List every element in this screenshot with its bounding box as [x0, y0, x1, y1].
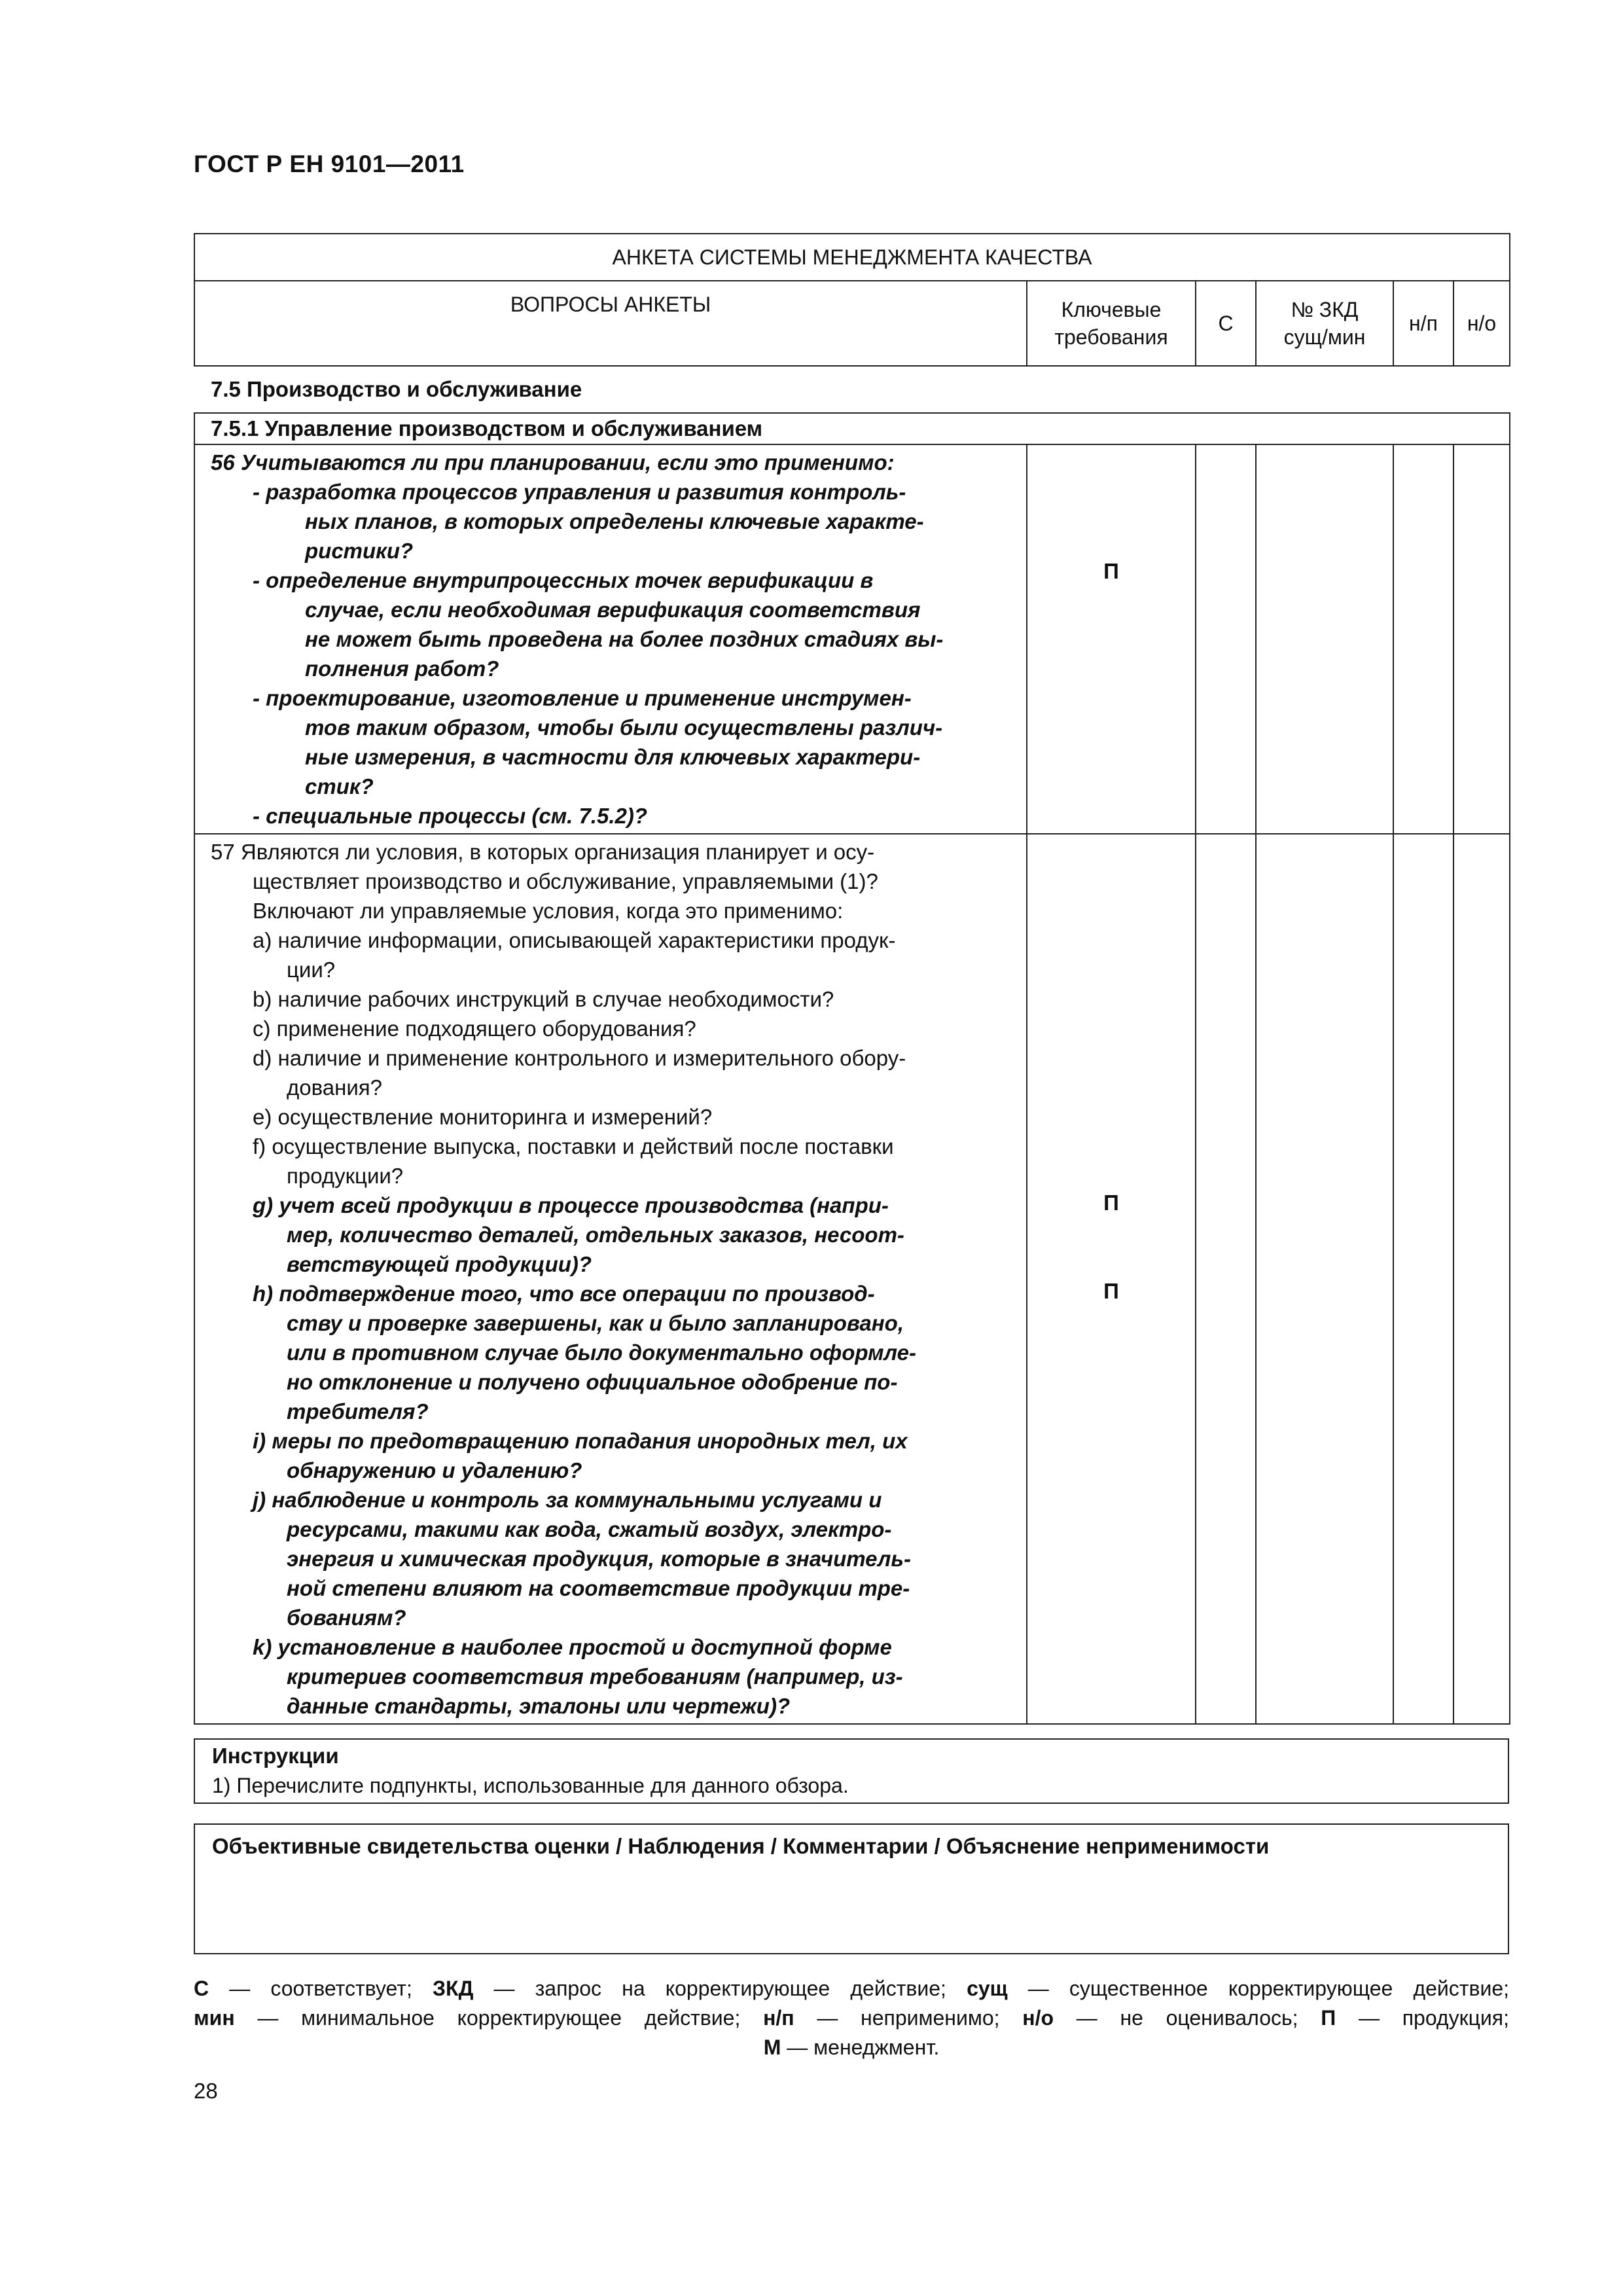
section-heading-7-5: 7.5 Производство и обслуживание [211, 377, 582, 401]
q57-intro-line: Включают ли управляемые условия, когда это применимо: [253, 899, 844, 923]
document-code: ГОСТ Р ЕН 9101—2011 [194, 151, 465, 177]
q57-item-line: данные стандарты, эталоны или чертежи)? [287, 1694, 791, 1718]
q57-item-line: k) установление в наиболее простой и доступной форме [253, 1635, 892, 1659]
q56-item-line: полнения работ? [305, 656, 499, 681]
legend-line-2 [194, 2003, 1509, 2033]
q57-item-line: продукции? [287, 1164, 404, 1188]
q57-item-line: ству и проверке завершены, как и было запланировано, [287, 1311, 904, 1335]
q57-no-cell [1454, 834, 1510, 1724]
q57-item-line: дования? [287, 1075, 383, 1100]
q56-item-line: тов таким образом, чтобы были осуществлены различ- [305, 715, 943, 740]
instructions-text: 1) Перечислите подпункты, использованные для данного обзора. [212, 1774, 849, 1797]
column-c: С [1196, 281, 1256, 366]
q56-item-line: - проектирование, изготовление и применение инструмен- [253, 686, 912, 710]
legend-abbr: н/п [763, 2006, 794, 2030]
q56-item-line: ные измерения, в частности для ключевых характери- [305, 745, 921, 769]
q56-no-cell [1454, 444, 1510, 834]
column-key-requirements-line1: Ключевые [1061, 298, 1162, 321]
q57-item-line: h) подтверждение того, что все операции по производ- [253, 1282, 875, 1306]
table-row-q57 [194, 834, 1510, 1724]
evidence-heading: Объективные свидетельства оценки / Наблюдения / Комментарии / Объяснение неприменимости [212, 1834, 1270, 1858]
q57-h-key-mark: П [1103, 1279, 1119, 1303]
q56-item-line: случае, если необходимая верификация соответствия [305, 598, 921, 622]
q56-item-line: не может быть проведена на более поздних стадиях вы- [305, 627, 944, 651]
q57-item-line: g) учет всей продукции в процессе производства (напри- [253, 1193, 889, 1217]
questionnaire-header-table [194, 233, 1510, 367]
q57-item-line: i) меры по предотвращению попадания инородных тел, их [253, 1429, 908, 1453]
q57-item-line: обнаружению и удалению? [287, 1458, 582, 1482]
q57-item-line: требителя? [287, 1399, 429, 1424]
q56-key-requirement-cell [1027, 444, 1196, 834]
q57-intro-line: ществляет производство и обслуживание, управляемыми (1)? [253, 869, 878, 893]
legend-abbr: сущ [967, 1977, 1008, 2000]
column-np: н/п [1393, 281, 1454, 366]
q56-item-line: ных планов, в которых определены ключевые характе- [305, 509, 924, 533]
q57-item-line: е) осуществление мониторинга и измерений? [253, 1105, 713, 1129]
q57-zkd-cell [1256, 834, 1393, 1724]
legend-text: — минимальное корректирующее действие; [234, 2006, 764, 2030]
q56-item-line: ристики? [305, 539, 414, 563]
legend-text: — менеджмент. [781, 2036, 940, 2059]
q56-c-cell [1196, 444, 1256, 834]
legend-abbr: П [1321, 2006, 1336, 2030]
q57-key-requirement-cell [1027, 834, 1196, 1724]
q56-item-line: - определение внутрипроцессных точек верификации в [253, 568, 874, 592]
q57-item-line: энергия и химическая продукция, которые в значитель- [287, 1547, 912, 1571]
q57-item-line: ной степени влияют на соответствие продукции тре- [287, 1576, 910, 1600]
question-57-text [194, 834, 1027, 1724]
column-zkd [1256, 281, 1393, 366]
column-zkd-line2: сущ/мин [1283, 325, 1366, 349]
column-questions: ВОПРОСЫ АНКЕТЫ [194, 281, 1027, 366]
legend-text: — неприменимо; [794, 2006, 1023, 2030]
instructions-box [194, 1738, 1509, 1804]
q57-item-line: или в противном случае было документально оформле- [287, 1340, 916, 1365]
q57-item-line: j) наблюдение и контроль за коммунальными услугами и [253, 1488, 882, 1512]
section-heading-7-5-1: 7.5.1 Управление производством и обслуживанием [194, 413, 1510, 444]
table-row-q56 [194, 444, 1510, 834]
q57-item-line: бованиям? [287, 1605, 406, 1630]
instructions-heading: Инструкции [212, 1744, 339, 1768]
legend-abbr: н/о [1022, 2006, 1054, 2030]
legend-abbr: С [194, 1977, 209, 2000]
q56-key-mark: П [1103, 559, 1119, 583]
q56-intro: 56 Учитываются ли при планировании, если это применимо: [211, 450, 895, 475]
q57-item-line: ции? [287, 958, 336, 982]
column-zkd-line1: № ЗКД [1291, 298, 1359, 321]
q57-item-line: но отклонение и получено официальное одобрение по- [287, 1370, 898, 1394]
legend-text: — существенное корректирующее действие; [1007, 1977, 1510, 2000]
legend-abbr: ЗКД [432, 1977, 474, 2000]
legend-abbr: мин [194, 2006, 235, 2030]
legend-text: — продукция; [1336, 2006, 1510, 2030]
legend-abbr: М [763, 2036, 781, 2059]
q57-item-line: b) наличие рабочих инструкций в случае необходимости? [253, 987, 834, 1011]
column-key-requirements [1027, 281, 1196, 366]
q56-item-line: - специальные процессы (см. 7.5.2)? [253, 804, 647, 828]
q57-item-line: ресурсами, такими как вода, сжатый воздух, электро- [287, 1517, 892, 1541]
legend-text: — соответствует; [209, 1977, 433, 2000]
q57-item-line: d) наличие и применение контрольного и измерительного обору- [253, 1046, 906, 1070]
column-key-requirements-line2: требования [1054, 325, 1168, 349]
q56-item-line: стик? [305, 774, 374, 798]
q56-np-cell [1393, 444, 1454, 834]
q56-item-line: - разработка процессов управления и развития контроль- [253, 480, 906, 504]
legend-text: — не оценивалось; [1054, 2006, 1321, 2030]
q57-item-line: с) применение подходящего оборудования? [253, 1016, 696, 1041]
evidence-box [194, 1823, 1509, 1954]
q57-item-line: критериев соответствия требованиям (например, из- [287, 1664, 903, 1689]
q57-item-line: а) наличие информации, описывающей характеристики продук- [253, 928, 896, 952]
q57-item-line: ветствующей продукции)? [287, 1252, 592, 1276]
q57-np-cell [1393, 834, 1454, 1724]
legend [194, 1974, 1509, 2062]
q57-c-cell [1196, 834, 1256, 1724]
q57-g-key-mark: П [1103, 1191, 1119, 1215]
question-56-text [194, 444, 1027, 834]
legend-text: — запрос на корректирующее действие; [473, 1977, 967, 2000]
q57-item-line: f) осуществление выпуска, поставки и действий после поставки [253, 1134, 894, 1158]
legend-line-3 [194, 2033, 1509, 2062]
column-no: н/о [1454, 281, 1510, 366]
page-number: 28 [194, 2079, 218, 2103]
legend-line-1 [194, 1974, 1509, 2003]
q57-intro-line: 57 Являются ли условия, в которых организация планирует и осу- [211, 840, 875, 864]
q57-item-line: мер, количество деталей, отдельных заказов, несоот- [287, 1223, 904, 1247]
table-title: АНКЕТА СИСТЕМЫ МЕНЕДЖМЕНТА КАЧЕСТВА [194, 234, 1510, 281]
q56-zkd-cell [1256, 444, 1393, 834]
questionnaire-body-table [194, 412, 1510, 1725]
